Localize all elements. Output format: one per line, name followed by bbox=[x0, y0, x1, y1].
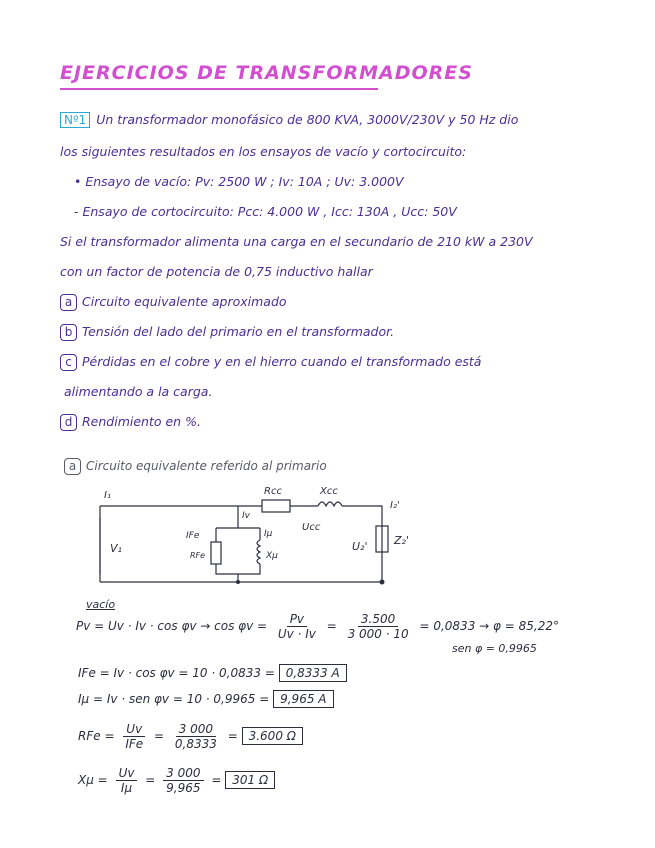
question-letter: a bbox=[60, 294, 77, 311]
imu-equation bbox=[78, 690, 334, 708]
rcc-label: Rcc bbox=[264, 486, 282, 497]
vacio-test-line: • Ensayo de vacío: Pv: 2500 W ; Iv: 10A ; Uv: 3.000V bbox=[74, 174, 404, 189]
xmu-num: Uv bbox=[116, 766, 138, 781]
rfe-num: Uv bbox=[123, 722, 145, 737]
eq1-fraction bbox=[275, 612, 319, 641]
cc-test-line: - Ensayo de cortocircuito: Pcc: 4.000 W , Icc: 130A , Ucc: 50V bbox=[74, 204, 457, 219]
statement-line-3: Si el transformador alimenta una carga en el secundario de 210 kW a 230V bbox=[60, 234, 533, 249]
eq1-num2: 3.500 bbox=[358, 612, 398, 627]
rcc-resistor bbox=[262, 500, 290, 512]
xmu-den2: 9,965 bbox=[166, 781, 201, 795]
xcc-label: Xcc bbox=[320, 486, 338, 497]
question-letter: d bbox=[60, 414, 77, 431]
eq1-left: Pv = Uv · Iv · cos φv → cos φv = bbox=[76, 619, 268, 633]
question-letter: b bbox=[60, 324, 77, 341]
xcc-inductor bbox=[318, 502, 342, 506]
rfe-resistor bbox=[211, 542, 221, 564]
ife-formula: IFe = Iv · cos φv = 10 · 0,0833 = bbox=[78, 666, 275, 680]
question-text: Circuito equivalente aproximado bbox=[82, 294, 287, 309]
eq1-result: = 0,0833 → φ = 85,22° bbox=[419, 619, 559, 633]
page-title: EJERCICIOS DE TRANSFORMADORES bbox=[60, 62, 473, 84]
question-text: Tensión del lado del primario en el transformador. bbox=[82, 324, 395, 339]
xmu-den: Iμ bbox=[120, 781, 133, 795]
question-a bbox=[60, 294, 287, 311]
statement-line-1 bbox=[60, 112, 518, 128]
question-b bbox=[60, 324, 394, 341]
eq1-eq: = bbox=[326, 619, 337, 633]
solution-heading bbox=[64, 458, 327, 475]
xmu-fraction bbox=[116, 766, 138, 795]
equivalent-circuit-diagram bbox=[90, 478, 420, 588]
ife-result-box: 0,8333 A bbox=[279, 664, 347, 682]
ife-equation bbox=[78, 664, 347, 682]
eq1-num: Pv bbox=[287, 612, 307, 627]
eq1-fraction-2 bbox=[345, 612, 412, 641]
solution-letter: a bbox=[64, 458, 81, 475]
rfe-fraction-2 bbox=[172, 722, 220, 751]
eq1-den: Uv · Iv bbox=[277, 627, 316, 641]
rfe-equation: RFe = $\frac{Uv}{\text{IFe}}$ = $\frac{3 000}{0,8333}$ = 3.600 Ω bbox=[78, 722, 303, 751]
xmu-result-box: 301 Ω bbox=[225, 771, 275, 789]
xmu-num2: 3 000 bbox=[163, 766, 203, 781]
xmu-equation: Xμ = $\frac{Uv}{I\mu}$ = $\frac{3 000}{9,965}$ = 301 Ω bbox=[78, 766, 275, 795]
xmu-label: Xμ bbox=[266, 551, 278, 561]
rfe-label: RFe = bbox=[78, 729, 115, 743]
question-text: Pérdidas en el cobre y en el hierro cuando el transformado está bbox=[82, 354, 482, 369]
xmu-inductor bbox=[257, 540, 260, 564]
xmu-label: Xμ = bbox=[78, 773, 108, 787]
statement-line-2: los siguientes resultados en los ensayos de vacío y cortocircuito: bbox=[60, 144, 467, 159]
iv-label: Iv bbox=[242, 511, 250, 521]
i1-label: I₁ bbox=[104, 490, 111, 501]
imu-formula: Iμ = Iv · sen φv = 10 · 0,9965 = bbox=[78, 692, 270, 706]
question-text: Rendimiento en %. bbox=[82, 414, 201, 429]
v1-label: V₁ bbox=[110, 542, 122, 555]
rfe-num2: 3 000 bbox=[176, 722, 216, 737]
sin-phi-value: sen φ = 0,9965 bbox=[452, 642, 537, 655]
statement-text-1: Un transformador monofásico de 800 KVA, 3000V/230V y 50 Hz dio bbox=[96, 112, 519, 127]
vacio-equation bbox=[76, 612, 559, 641]
imu-result-box: 9,965 A bbox=[273, 690, 333, 708]
rfe-label: RFe bbox=[190, 551, 206, 560]
rfe-den: IFe bbox=[125, 737, 144, 751]
eq1-den2: 3 000 · 10 bbox=[347, 627, 409, 641]
title-underline bbox=[60, 88, 378, 90]
statement-line-4: con un factor de potencia de 0,75 inductivo hallar bbox=[60, 264, 373, 279]
i2-label: I₂' bbox=[390, 500, 400, 511]
ucc-label: Ucc bbox=[302, 522, 321, 533]
question-c bbox=[60, 354, 481, 371]
xmu-fraction-2 bbox=[163, 766, 203, 795]
rfe-den2: 0,8333 bbox=[174, 737, 217, 751]
vacio-heading: vacío bbox=[86, 598, 116, 611]
solution-heading-text: Circuito equivalente referido al primario bbox=[86, 459, 327, 473]
rfe-result-box: 3.600 Ω bbox=[242, 727, 303, 745]
ife-label: IFe bbox=[186, 531, 200, 541]
z2-label: Z₂' bbox=[394, 534, 409, 547]
question-c-continued: alimentando a la carga. bbox=[64, 384, 213, 399]
u2-label: U₂' bbox=[352, 540, 368, 553]
question-letter: c bbox=[60, 354, 77, 371]
problem-number-badge: Nº1 bbox=[60, 112, 90, 128]
question-d bbox=[60, 414, 201, 431]
imu-label: Iμ bbox=[264, 529, 273, 539]
rfe-fraction bbox=[122, 722, 146, 751]
